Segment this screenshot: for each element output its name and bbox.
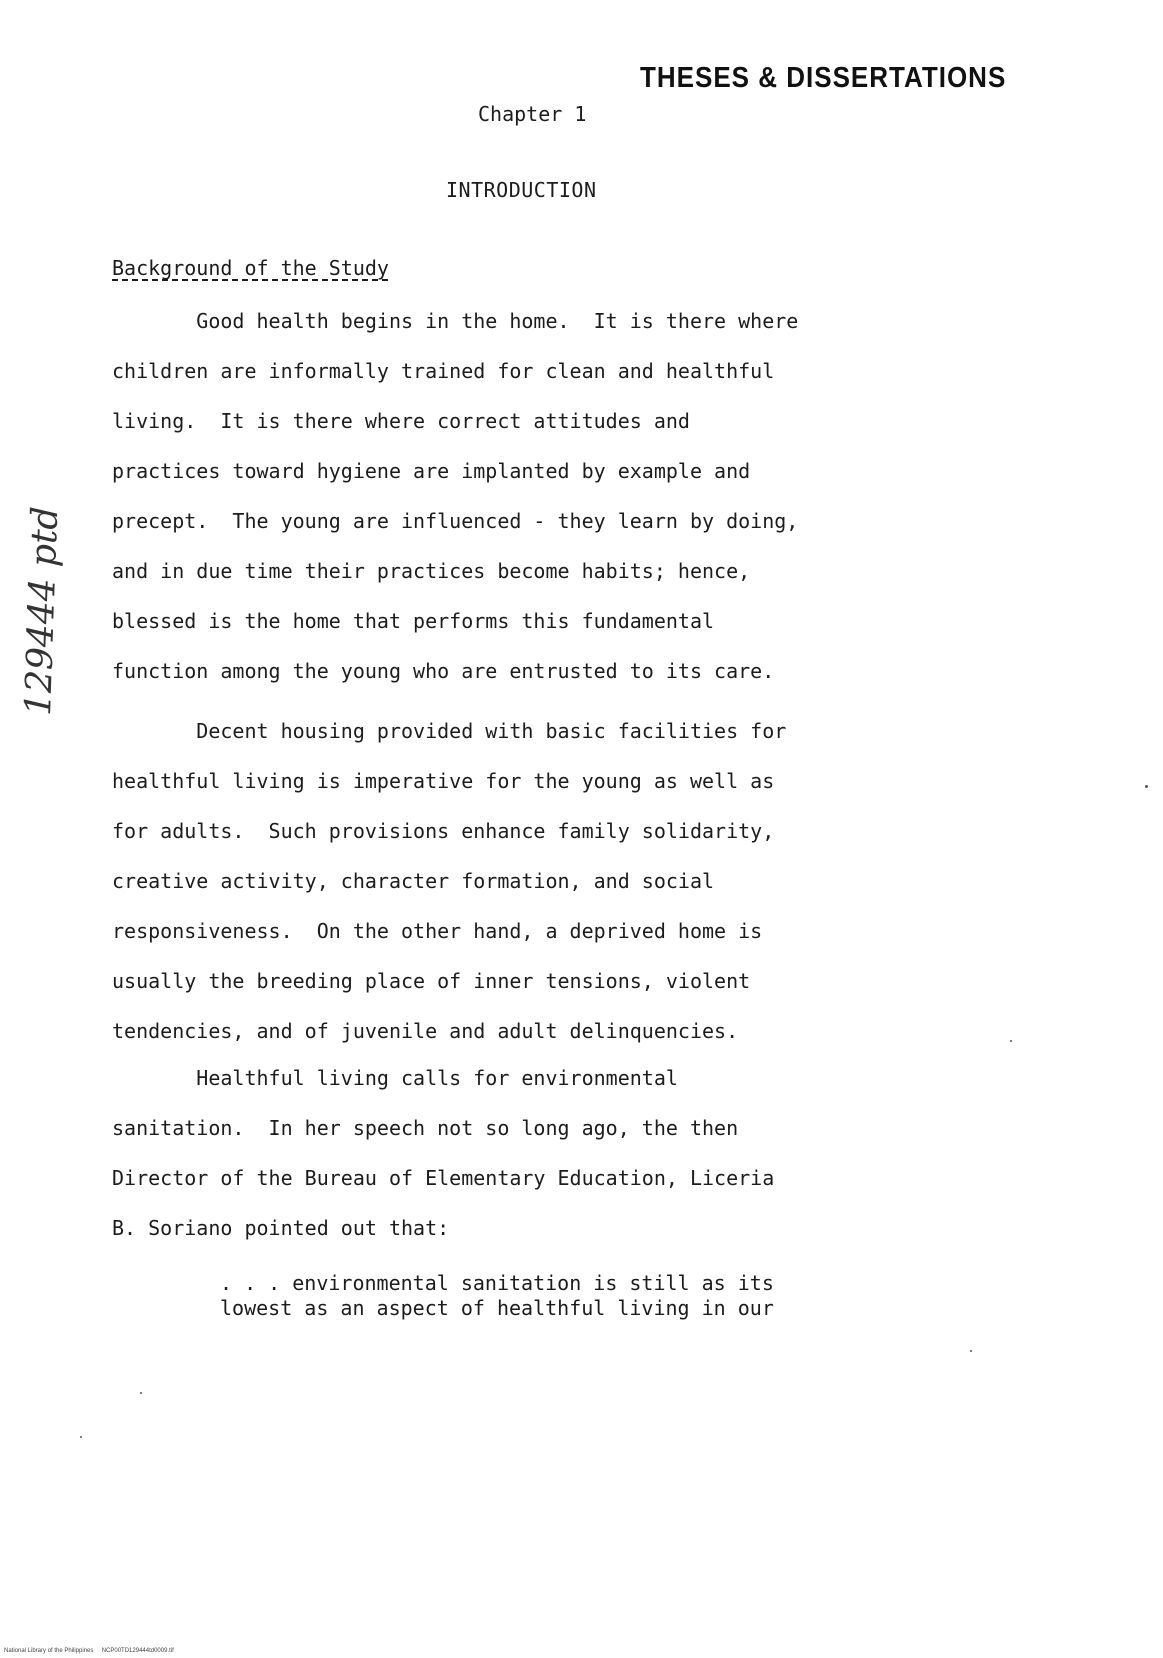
text-line: B. Soriano pointed out that: (112, 1216, 450, 1240)
section-heading: Background of the Study (112, 256, 389, 280)
text-line: tendencies, and of juvenile and adult delinquencies. (112, 1019, 739, 1043)
text-line: precept. The young are influenced - they learn by doing, (112, 509, 799, 533)
text-line: Decent housing provided with basic facilities for (112, 719, 787, 743)
text-line: responsiveness. On the other hand, a deprived home is (112, 919, 763, 943)
text-line: function among the young who are entrusted to its care. (112, 659, 775, 683)
scan-speck (970, 1350, 972, 1352)
text-line: for adults. Such provisions enhance family solidarity, (112, 819, 775, 843)
theses-dissertations-stamp: THESES & DISSERTATIONS (640, 60, 1007, 94)
text-line: practices toward hygiene are implanted by example and (112, 459, 751, 483)
text-line: healthful living is imperative for the young as well as (112, 769, 775, 793)
paragraph-3 (112, 1053, 774, 1253)
scan-speck (1145, 785, 1148, 788)
text-line: sanitation. In her speech not so long ago, the then (112, 1116, 739, 1140)
quote-line: . . . environmental sanitation is still as its (220, 1271, 774, 1295)
handwritten-margin-note: 129444 ptd (18, 505, 67, 717)
text-line: Healthful living calls for environmental (112, 1066, 678, 1090)
text-line: usually the breeding place of inner tensions, violent (112, 969, 751, 993)
scan-footer: National Library of the Philippines NCP00TD129444td0009.tif (4, 1648, 174, 1654)
text-line: and in due time their practices become habits; hence, (112, 559, 751, 583)
text-line: blessed is the home that performs this fundamental (112, 609, 715, 633)
chapter-title: INTRODUCTION (446, 178, 597, 202)
paragraph-2 (112, 706, 786, 1056)
text-line: living. It is there where correct attitudes and (112, 409, 690, 433)
text-line: Good health begins in the home. It is there where (112, 309, 799, 333)
chapter-label: Chapter 1 (478, 102, 587, 126)
text-line: children are informally trained for clean and healthful (112, 359, 775, 383)
text-line: creative activity, character formation, and social (112, 869, 715, 893)
paragraph-1 (112, 296, 798, 696)
block-quote (220, 1271, 774, 1321)
scan-speck (1010, 1040, 1012, 1042)
scan-speck (80, 1436, 82, 1438)
text-line: Director of the Bureau of Elementary Education, Liceria (112, 1166, 775, 1190)
quote-line: lowest as an aspect of healthful living in our (220, 1296, 774, 1320)
scan-speck (140, 1392, 142, 1394)
